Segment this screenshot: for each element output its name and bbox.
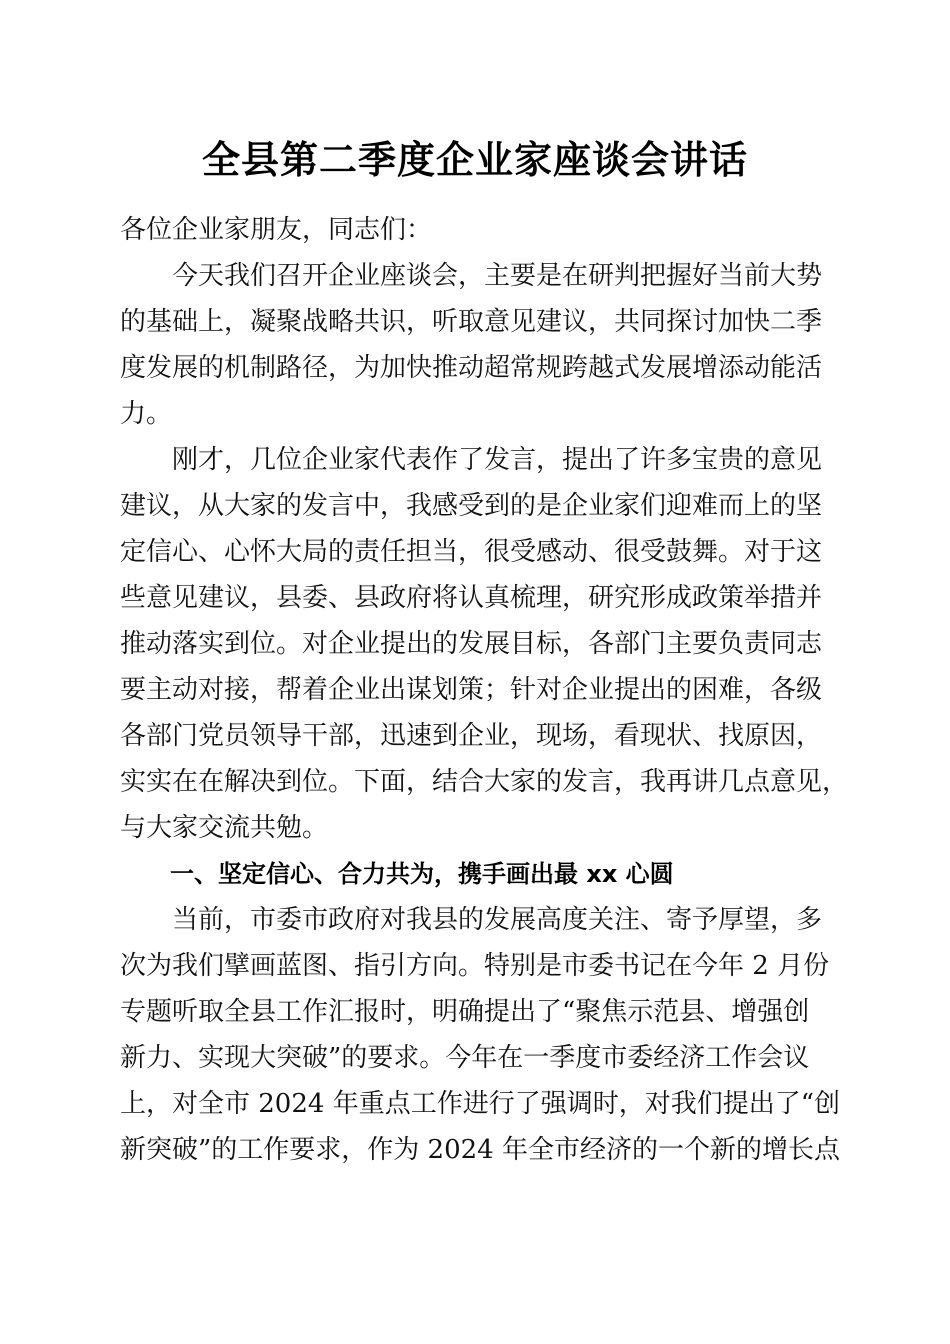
paragraph-line: 新力、实现大突破”的要求。今年在一季度市委经济工作会议 xyxy=(120,1043,810,1073)
paragraph-2 xyxy=(120,437,849,851)
paragraph-line: 实实在在解决到位。下面，结合大家的发言，我再讲几点意见， xyxy=(120,767,849,797)
paragraph-line: 新突破”的工作要求，作为 2024 年全市经济的一个新的增长点 xyxy=(120,1135,840,1165)
paragraph-line: 今天我们召开企业座谈会，主要是在研判把握好当前大势 xyxy=(172,261,823,291)
paragraph-line: 定信心、心怀大局的责任担当，很受感动、很受鼓舞。对于这 xyxy=(120,537,823,567)
salutation: 各位企业家朋友，同志们： xyxy=(120,215,433,245)
paragraph-line: 些意见建议，县委、县政府将认真梳理，研究形成政策举措并 xyxy=(120,583,823,613)
paragraph-line: 专题听取全县工作汇报时，明确提出了“聚焦示范县、增强创 xyxy=(120,997,810,1027)
section-1-heading: 一、坚定信心、合力共为，携手画出最 xx 心圆 xyxy=(170,860,674,888)
paragraph-line: 上，对全市 2024 年重点工作进行了强调时，对我们提出了“创 xyxy=(120,1089,840,1119)
paragraph-line: 次为我们擘画蓝图、指引方向。特别是市委书记在今年 2 月份 xyxy=(120,951,830,981)
paragraph-3 xyxy=(120,897,840,1173)
paragraph-line: 建议，从大家的发言中，我感受到的是企业家们迎难而上的坚 xyxy=(120,491,823,521)
paragraph-line: 与大家交流共勉。 xyxy=(120,813,329,843)
paragraph-line: 的基础上，凝聚战略共识，听取意见建议，共同探讨加快二季 xyxy=(120,307,823,337)
paragraph-line: 推动落实到位。对企业提出的发展目标，各部门主要负责同志 xyxy=(120,629,823,659)
document-body xyxy=(120,200,849,1173)
paragraph-line: 要主动对接，帮着企业出谋划策；针对企业提出的困难，各级 xyxy=(120,675,823,705)
paragraph-line: 度发展的机制路径，为加快推动超常规跨越式发展增添动能活 xyxy=(120,353,823,383)
paragraph-1 xyxy=(120,253,832,437)
paragraph-line: 力。 xyxy=(120,399,173,429)
paragraph-line: 当前，市委市政府对我县的发展高度关注、寄予厚望，多 xyxy=(172,905,823,935)
document-title: 全县第二季度企业家座谈会讲话 xyxy=(201,137,748,182)
paragraph-line: 各部门党员领导干部，迅速到企业，现场，看现状、找原因， xyxy=(120,721,823,751)
paragraph-line: 刚才，几位企业家代表作了发言，提出了许多宝贵的意见 xyxy=(172,445,823,475)
